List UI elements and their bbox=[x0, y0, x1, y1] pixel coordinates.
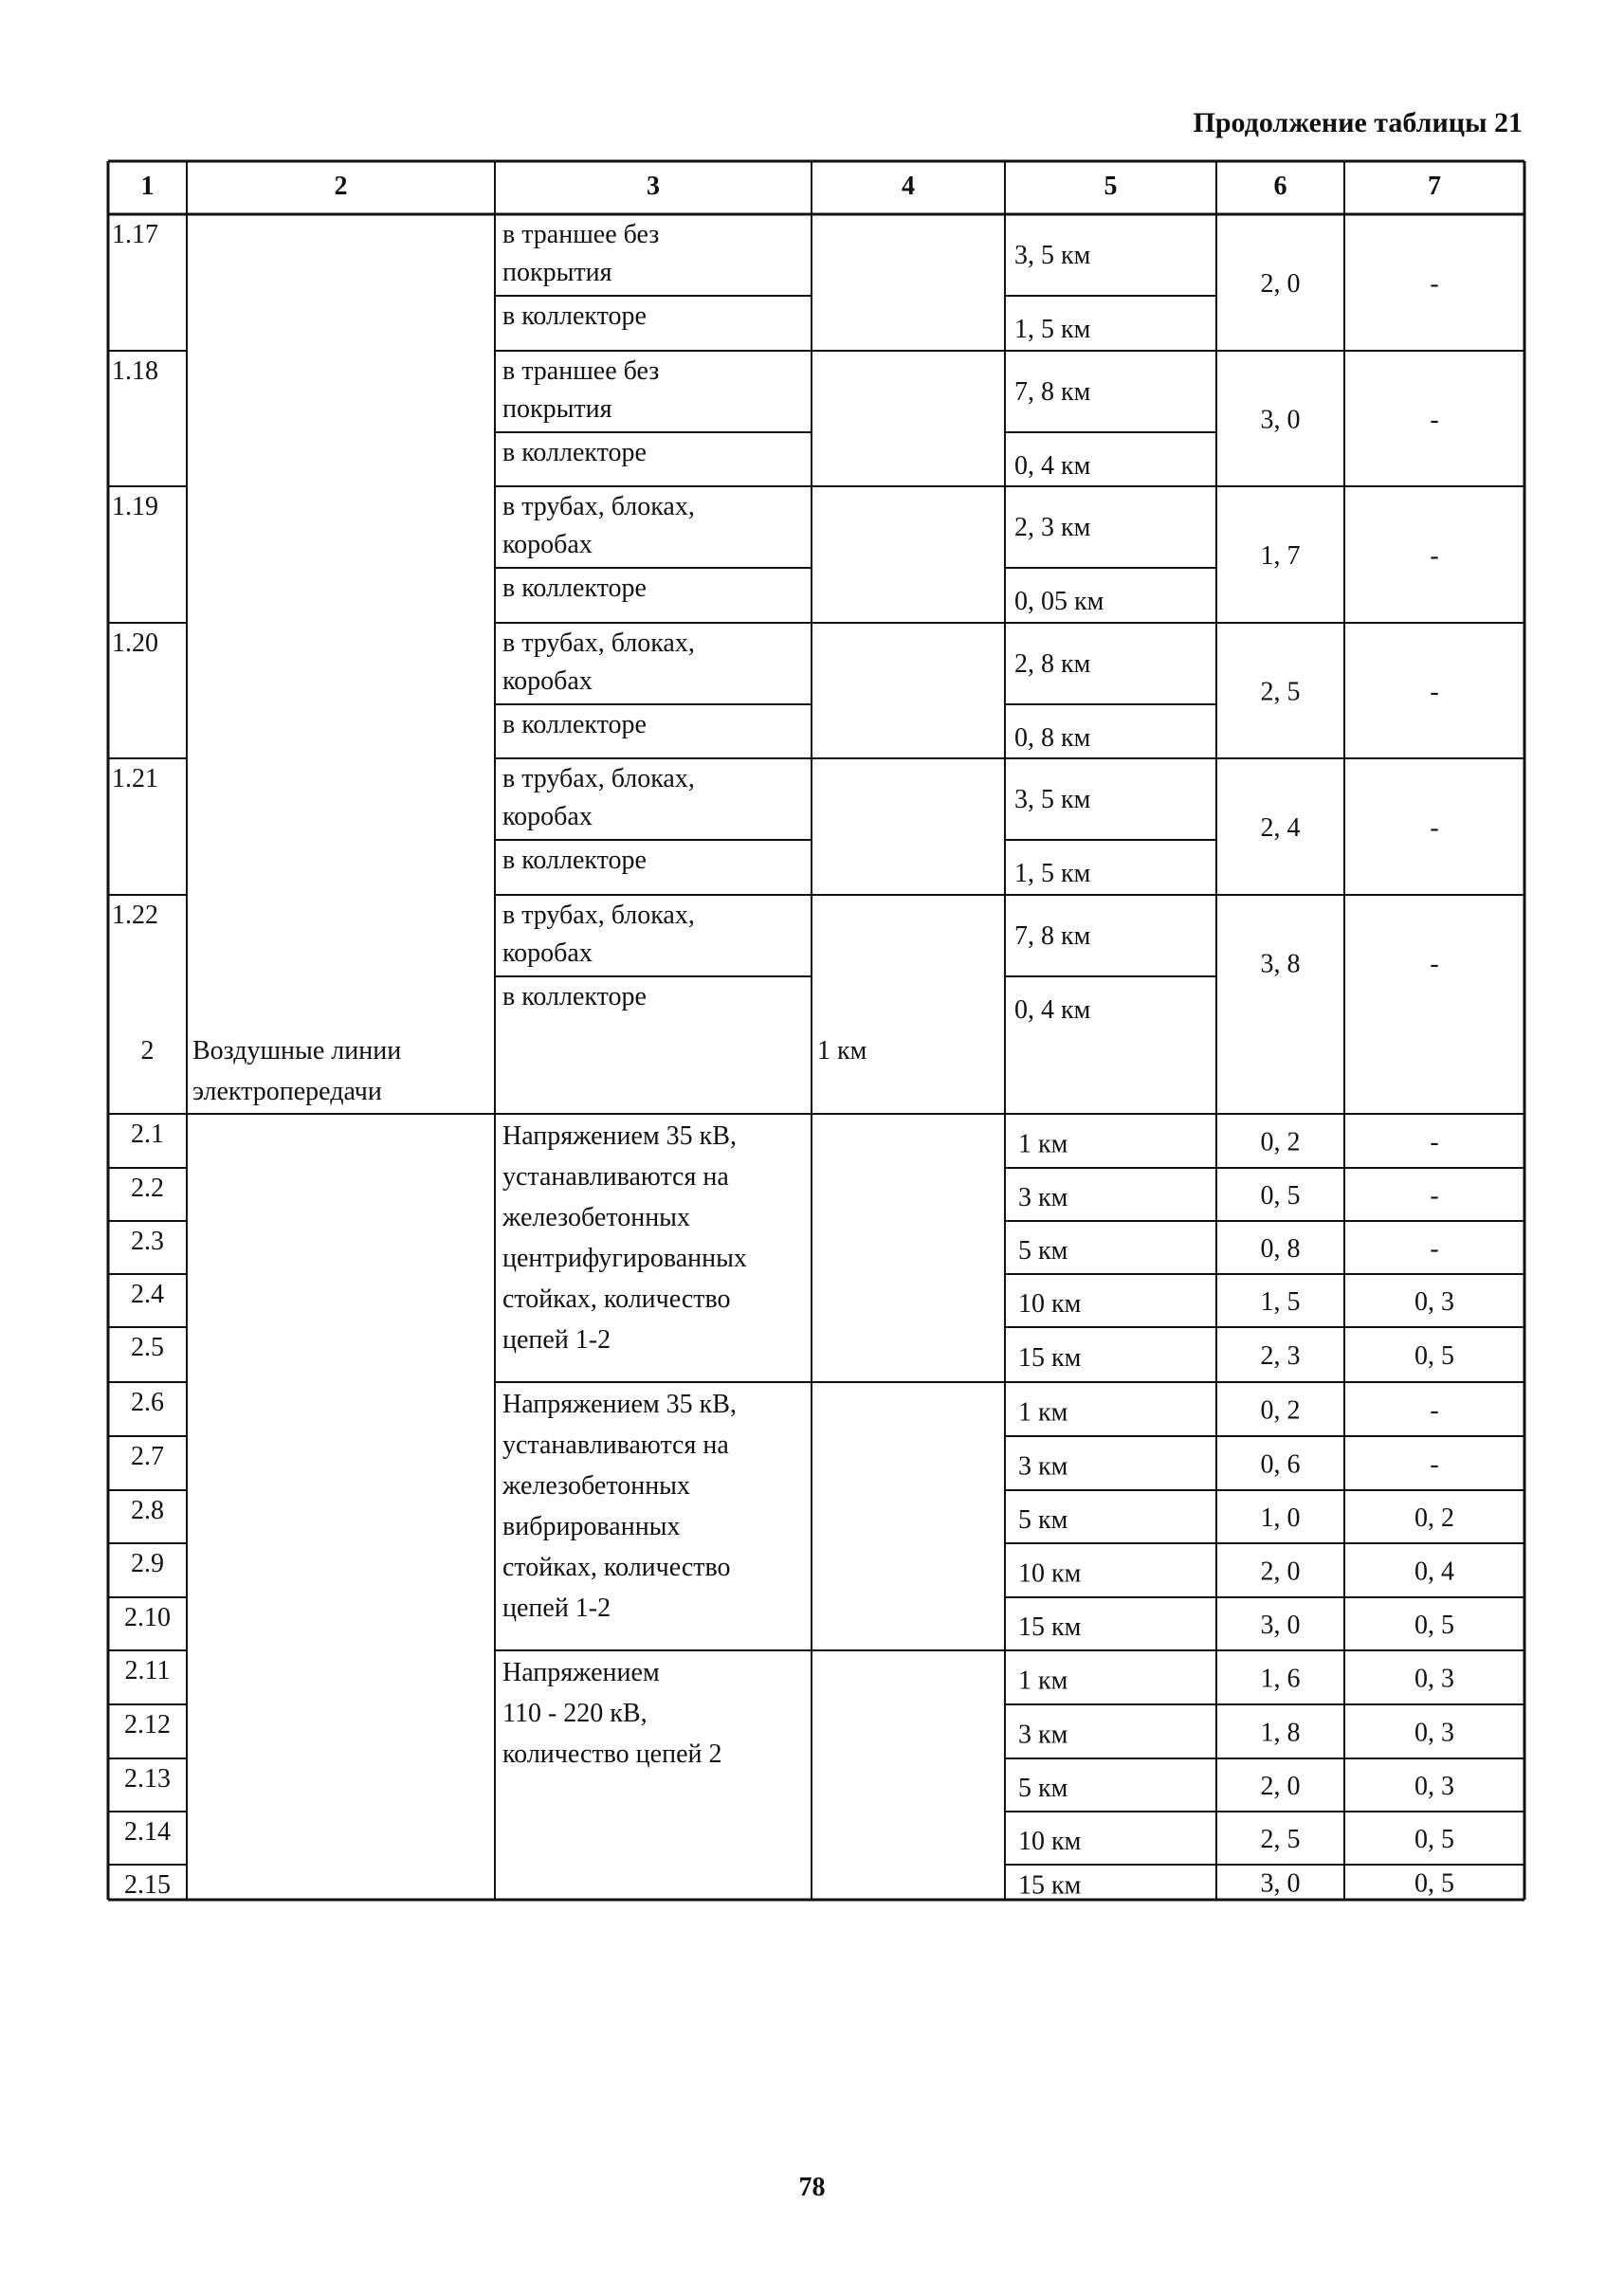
coef-value-6: 3, 0 bbox=[1260, 1611, 1301, 1640]
coef-value-7: 0, 5 bbox=[1414, 1341, 1454, 1371]
length-value: 10 км bbox=[1018, 1289, 1082, 1319]
coef-value-7: - bbox=[1430, 541, 1439, 571]
length-value: 15 км bbox=[1018, 1612, 1082, 1642]
coef-value-6: 2, 0 bbox=[1260, 269, 1301, 299]
coef-value-7: - bbox=[1430, 1395, 1439, 1426]
length-value: 7, 8 км bbox=[1014, 377, 1091, 407]
block-description: цепей 1-2 bbox=[502, 1325, 611, 1355]
method-text: покрытия bbox=[502, 258, 612, 287]
coef-value-7: - bbox=[1430, 1181, 1439, 1211]
length-value: 2, 3 км bbox=[1014, 513, 1091, 542]
coef-value-6: 2, 0 bbox=[1260, 1557, 1301, 1587]
coef-value-6: 2, 4 bbox=[1260, 813, 1301, 843]
method-text: в трубах, блоках, bbox=[502, 901, 695, 930]
length-value: 1 км bbox=[1018, 1666, 1068, 1696]
coef-value-7: - bbox=[1430, 1234, 1439, 1264]
method-text: в траншее без bbox=[502, 220, 660, 249]
length-value: 1 км bbox=[1018, 1397, 1068, 1428]
coef-value-6: 3, 0 bbox=[1260, 405, 1301, 435]
coef-value-6: 1, 5 bbox=[1260, 1287, 1301, 1317]
block-description: Напряжением 35 кВ, bbox=[502, 1390, 737, 1419]
block-description: Напряжением bbox=[502, 1658, 660, 1687]
method-text: в трубах, блоках, bbox=[502, 492, 695, 521]
method-text: коробах bbox=[502, 802, 593, 831]
length-value: 15 км bbox=[1018, 1343, 1082, 1373]
row-number: 1.22 bbox=[112, 901, 158, 930]
coef-value-7: 0, 5 bbox=[1414, 1611, 1454, 1640]
coef-value-6: 1, 0 bbox=[1260, 1503, 1301, 1533]
row-number: 2.13 bbox=[124, 1764, 171, 1794]
block-description: железобетонных bbox=[502, 1471, 690, 1501]
block-description: стойках, количество bbox=[502, 1284, 731, 1314]
method-text: коробах bbox=[502, 666, 593, 696]
method-text: покрытия bbox=[502, 394, 612, 424]
coef-value-7: 0, 5 bbox=[1414, 1825, 1454, 1854]
table-caption: Продолжение таблицы 21 bbox=[1193, 107, 1523, 138]
method-text: в коллекторе bbox=[502, 710, 647, 739]
section-unit: 1 км bbox=[817, 1036, 867, 1066]
block-description: стойках, количество bbox=[502, 1553, 731, 1582]
table-grid bbox=[108, 161, 1524, 1900]
length-value: 3 км bbox=[1018, 1183, 1068, 1212]
coef-value-7: - bbox=[1430, 269, 1439, 299]
method-text: в коллекторе bbox=[502, 301, 647, 331]
coef-value-7: 0, 3 bbox=[1414, 1664, 1454, 1694]
block-description: 110 - 220 кВ, bbox=[502, 1699, 648, 1728]
row-number: 1.18 bbox=[112, 356, 158, 386]
header-cell-2: 2 bbox=[334, 172, 348, 201]
length-value: 10 км bbox=[1018, 1558, 1082, 1589]
block-description: устанавливаются на bbox=[502, 1430, 729, 1460]
row-number: 2.15 bbox=[124, 1870, 171, 1900]
length-value: 5 км bbox=[1018, 1236, 1068, 1266]
coef-value-7: - bbox=[1430, 949, 1439, 979]
row-number: 2.2 bbox=[131, 1174, 164, 1203]
row-number: 1.20 bbox=[112, 628, 158, 658]
coef-value-7: 0, 5 bbox=[1414, 1868, 1454, 1899]
block-description: вибрированных bbox=[502, 1512, 681, 1541]
length-value: 15 км bbox=[1018, 1870, 1082, 1901]
block-description: устанавливаются на bbox=[502, 1162, 729, 1192]
coef-value-6: 1, 6 bbox=[1260, 1664, 1301, 1694]
coef-value-6: 0, 5 bbox=[1260, 1181, 1301, 1211]
length-value: 5 км bbox=[1018, 1505, 1068, 1535]
length-value: 0, 4 км bbox=[1014, 995, 1091, 1025]
method-text: в коллекторе bbox=[502, 982, 647, 1011]
block-description: центрифугированных bbox=[502, 1244, 747, 1273]
block-description: количество цепей 2 bbox=[502, 1739, 722, 1769]
row-number: 2.6 bbox=[131, 1388, 164, 1417]
row-number: 2.10 bbox=[124, 1603, 171, 1632]
coef-value-6: 0, 6 bbox=[1260, 1449, 1301, 1480]
coef-value-6: 3, 0 bbox=[1260, 1868, 1301, 1899]
coef-value-7: - bbox=[1430, 677, 1439, 707]
method-text: в трубах, блоках, bbox=[502, 764, 695, 793]
method-text: коробах bbox=[502, 530, 593, 559]
row-number: 2.5 bbox=[131, 1333, 164, 1362]
coef-value-7: 0, 3 bbox=[1414, 1772, 1454, 1801]
length-value: 0, 4 км bbox=[1014, 451, 1091, 481]
header-cell-3: 3 bbox=[647, 172, 660, 201]
header-cell-4: 4 bbox=[902, 172, 915, 201]
coef-value-6: 1, 8 bbox=[1260, 1718, 1301, 1748]
row-number: 2.4 bbox=[131, 1280, 164, 1309]
row-number: 2.11 bbox=[124, 1656, 171, 1685]
coef-value-7: 0, 3 bbox=[1414, 1718, 1454, 1748]
method-text: в коллекторе bbox=[502, 574, 647, 603]
length-value: 0, 8 км bbox=[1014, 723, 1091, 753]
row-number: 2.1 bbox=[131, 1120, 164, 1149]
length-value: 3, 5 км bbox=[1014, 785, 1091, 814]
coef-value-6: 2, 0 bbox=[1260, 1772, 1301, 1801]
length-value: 3, 5 км bbox=[1014, 241, 1091, 270]
header-cell-7: 7 bbox=[1428, 172, 1441, 201]
length-value: 2, 8 км bbox=[1014, 649, 1091, 679]
table-text bbox=[112, 172, 1454, 1901]
row-number: 2.12 bbox=[124, 1710, 171, 1739]
length-value: 3 км bbox=[1018, 1720, 1068, 1750]
header-cell-5: 5 bbox=[1104, 172, 1118, 201]
header-cell-6: 6 bbox=[1273, 172, 1287, 201]
length-value: 5 км bbox=[1018, 1774, 1068, 1803]
block-description: цепей 1-2 bbox=[502, 1594, 611, 1623]
coef-value-7: 0, 4 bbox=[1414, 1557, 1454, 1587]
length-value: 7, 8 км bbox=[1014, 921, 1091, 951]
page-number: 78 bbox=[798, 2173, 826, 2202]
method-text: в коллекторе bbox=[502, 846, 647, 875]
row-number: 1.21 bbox=[112, 764, 158, 793]
row-number: 2.3 bbox=[131, 1227, 164, 1256]
coef-value-7: 0, 3 bbox=[1414, 1287, 1454, 1317]
section-title: Воздушные линии bbox=[192, 1036, 402, 1066]
length-value: 10 км bbox=[1018, 1827, 1082, 1856]
coef-value-6: 0, 8 bbox=[1260, 1234, 1301, 1264]
coef-value-6: 3, 8 bbox=[1260, 949, 1301, 979]
section-number: 2 bbox=[140, 1036, 155, 1066]
coef-value-6: 1, 7 bbox=[1260, 541, 1301, 571]
block-description: железобетонных bbox=[502, 1203, 690, 1232]
coef-value-7: - bbox=[1430, 1127, 1439, 1157]
coef-value-6: 2, 5 bbox=[1260, 1825, 1301, 1854]
row-number: 1.17 bbox=[112, 220, 158, 249]
section-title: электропередачи bbox=[192, 1077, 382, 1106]
row-number: 1.19 bbox=[112, 492, 158, 521]
length-value: 3 км bbox=[1018, 1451, 1068, 1482]
header-cell-1: 1 bbox=[140, 172, 155, 201]
length-value: 1, 5 км bbox=[1014, 859, 1091, 888]
method-text: в коллекторе bbox=[502, 438, 647, 467]
coef-value-6: 0, 2 bbox=[1260, 1127, 1301, 1157]
coef-value-6: 2, 3 bbox=[1260, 1341, 1301, 1371]
block-description: Напряжением 35 кВ, bbox=[502, 1121, 737, 1151]
length-value: 1 км bbox=[1018, 1129, 1068, 1159]
method-text: коробах bbox=[502, 938, 593, 968]
coef-value-7: - bbox=[1430, 1449, 1439, 1480]
row-number: 2.14 bbox=[124, 1817, 171, 1847]
coef-value-7: 0, 2 bbox=[1414, 1503, 1454, 1533]
method-text: в траншее без bbox=[502, 356, 660, 386]
coef-value-6: 2, 5 bbox=[1260, 677, 1301, 707]
row-number: 2.9 bbox=[131, 1549, 164, 1578]
coef-value-7: - bbox=[1430, 813, 1439, 843]
row-number: 2.7 bbox=[131, 1442, 164, 1471]
method-text: в трубах, блоках, bbox=[502, 628, 695, 658]
coef-value-6: 0, 2 bbox=[1260, 1395, 1301, 1426]
row-number: 2.8 bbox=[131, 1496, 164, 1525]
length-value: 0, 05 км bbox=[1014, 587, 1104, 616]
coef-value-7: - bbox=[1430, 405, 1439, 435]
length-value: 1, 5 км bbox=[1014, 315, 1091, 344]
